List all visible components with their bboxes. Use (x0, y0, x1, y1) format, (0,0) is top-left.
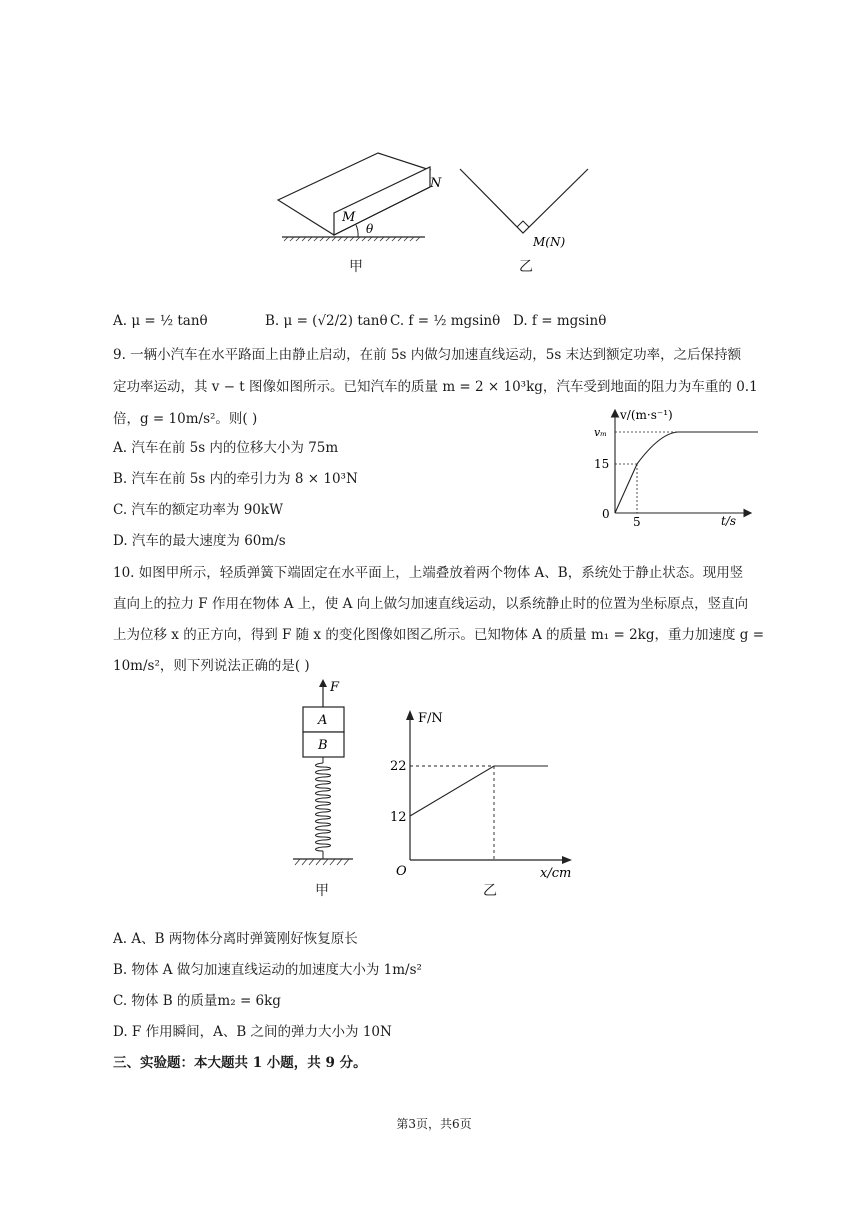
q10-stem-line4: 10m/s²，则下列说法正确的是( ) (113, 658, 310, 674)
q9-option-d: D. 汽车的最大速度为 60m/s (113, 533, 286, 549)
caption-yi-top: 乙 (519, 259, 533, 275)
q10-option-a: A. A、B 两物体分离时弹簧刚好恢复原长 (113, 931, 358, 947)
q10-stem-line1: 10. 如图甲所示，轻质弹簧下端固定在水平面上，上端叠放着两个物体 A、B，系统处于静止状态。现用竖 (113, 565, 744, 581)
q8-option-a: A. μ = ½ tanθ (113, 313, 208, 329)
q10-option-c: C. 物体 B 的质量m₂ = 6kg (113, 993, 281, 1009)
q9-option-c: C. 汽车的额定功率为 90kW (113, 502, 283, 518)
q10-graph-tick-22: 22 (390, 759, 407, 774)
q10-option-d: D. F 作用瞬间，A、B 之间的弹力大小为 10N (113, 1024, 392, 1040)
q10-graph-xlabel: x/cm (540, 866, 572, 881)
q10-graph-tick-12: 12 (390, 810, 407, 825)
q9-vt-graph (590, 405, 760, 530)
q9-stem-line1: 9. 一辆小汽车在水平路面上由静止启动，在前 5s 内做匀加速直线运动，5s 末达到额定功率，之后保持额 (113, 347, 742, 363)
q9-graph-ylabel: v/(m·s⁻¹) (620, 408, 673, 422)
caption-jia-top: 甲 (349, 259, 363, 275)
q10-graph-ylabel: F/N (418, 711, 443, 726)
q10-option-b: B. 物体 A 做匀加速直线运动的加速度大小为 1m/s² (113, 962, 422, 978)
q10-stem-line3: 上为位移 x 的正方向，得到 F 随 x 的变化图像如图乙所示。已知物体 A 的质量 m₁ = 2kg，重力加速度 g = (113, 627, 765, 643)
label-MN: M(N) (533, 235, 566, 249)
q10-block-A: A (318, 713, 328, 728)
q9-option-a: A. 汽车在前 5s 内的位移大小为 75m (113, 440, 339, 456)
q9-option-b: B. 汽车在前 5s 内的牵引力为 8 × 10³N (113, 471, 358, 487)
q10-graph-origin: O (396, 864, 407, 879)
label-M: M (342, 210, 356, 225)
q10-stem-line2: 直向上的拉力 F 作用在物体 A 上，使 A 向上做匀加速直线运动，以系统静止时的位置为坐标原点，竖直向 (113, 596, 749, 612)
q10-caption-yi: 乙 (483, 883, 497, 899)
q9-graph-vm: vₘ (594, 426, 607, 439)
q9-graph-xlabel: t/s (721, 514, 737, 528)
q10-block-B: B (318, 738, 328, 753)
q9-graph-origin: 0 (602, 507, 610, 521)
q9-graph-tick-15: 15 (594, 457, 610, 471)
label-N: N (430, 176, 442, 191)
section-3-heading: 三、实验题：本大题共 1 小题，共 9 分。 (113, 1055, 367, 1071)
page-footer: 第3页，共6页 (396, 1117, 472, 1131)
q10-fx-graph (390, 700, 590, 885)
q10-spring-figure (285, 675, 365, 875)
q8-option-b: B. μ = (√2/2) tanθ (265, 313, 388, 329)
q9-stem-line3: 倍，g = 10m/s²。则( ) (113, 411, 258, 427)
q10-caption-jia: 甲 (315, 883, 329, 899)
q9-stem-line2: 定功率运动，其 v − t 图像如图所示。已知汽车的质量 m = 2 × 10³kg，汽车受到地面的阻力为车重的 0.1 (113, 379, 758, 395)
label-theta: θ (366, 222, 374, 236)
q8-option-d: D. f = mgsinθ (513, 313, 607, 329)
q8-option-c: C. f = ½ mgsinθ (390, 313, 501, 329)
q10-label-F: F (330, 680, 340, 695)
q9-graph-tick-5: 5 (633, 515, 641, 529)
figure-incline-and-v (270, 145, 610, 280)
